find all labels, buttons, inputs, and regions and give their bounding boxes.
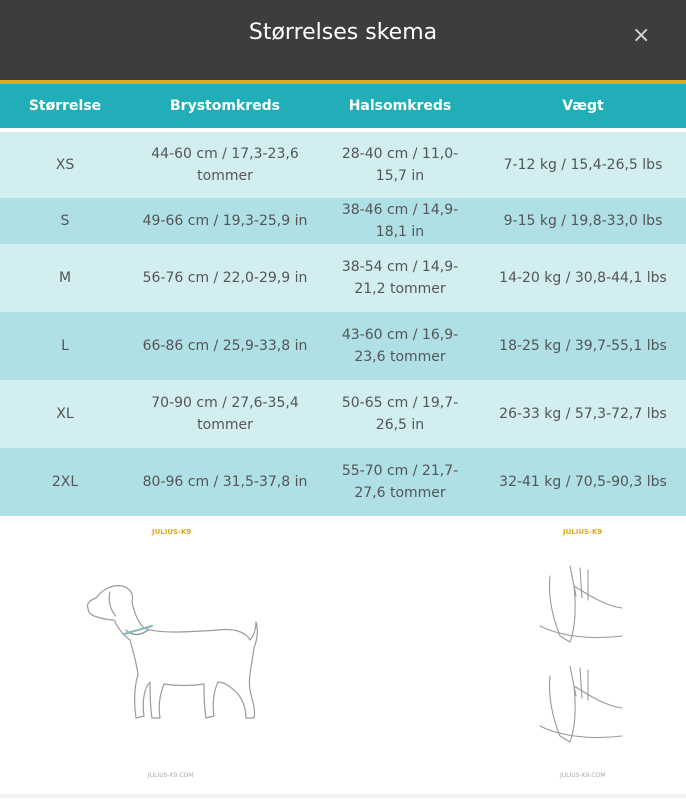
table-row — [0, 130, 686, 198]
table-row — [0, 198, 686, 244]
table-row — [0, 312, 686, 380]
dog-illustration — [78, 578, 268, 728]
cell-weight: 18-25 kg / 39,7-55,1 lbs — [499, 338, 667, 354]
header-neck: Halsomkreds — [348, 98, 452, 114]
cell-size: L — [61, 338, 69, 354]
cell-neck: 38-54 cm / 14,9-21,2 tommer — [341, 259, 459, 297]
cell-size: 2XL — [51, 474, 79, 490]
cell-weight: 9-15 kg / 19,8-33,0 lbs — [503, 213, 663, 229]
cell-neck: 38-46 cm / 14,9-18,1 in — [341, 202, 459, 240]
cell-size: M — [58, 270, 72, 286]
cell-weight: 26-33 kg / 57,3-72,7 lbs — [499, 406, 667, 422]
table-row — [0, 448, 686, 516]
cell-weight: 14-20 kg / 30,8-44,1 lbs — [499, 270, 667, 286]
brand-logo-right: JULIUS-K9 — [563, 528, 603, 536]
header-chest: Brystomkreds — [170, 98, 280, 114]
size-table — [0, 84, 686, 516]
cell-chest: 66-86 cm / 25,9-33,8 in — [142, 338, 308, 354]
close-icon[interactable]: × — [632, 23, 651, 48]
cell-chest: 49-66 cm / 19,3-25,9 in — [142, 213, 308, 229]
cell-weight: 32-41 kg / 70,5-90,3 lbs — [499, 474, 667, 490]
cell-neck: 55-70 cm / 21,7-27,6 tommer — [341, 463, 459, 501]
table-row — [0, 380, 686, 448]
cell-chest: 70-90 cm / 27,6-35,4 tommer — [151, 395, 299, 433]
cell-size: XL — [56, 406, 74, 422]
table-header-row — [0, 84, 686, 130]
cell-neck: 50-65 cm / 19,7-26,5 in — [341, 395, 459, 433]
table-row — [0, 244, 686, 312]
cell-weight: 7-12 kg / 15,4-26,5 lbs — [503, 157, 663, 173]
cell-chest: 56-76 cm / 22,0-29,9 in — [142, 270, 308, 286]
header-size: Størrelse — [28, 98, 102, 114]
modal-title: Størrelses skema — [248, 20, 438, 45]
measurement-illustrations — [0, 516, 686, 798]
header-weight: Vægt — [562, 98, 604, 114]
site-label-right: JULIUS-K9.COM — [560, 772, 606, 779]
site-label-left: JULIUS-K9.COM — [148, 772, 194, 779]
cell-chest: 44-60 cm / 17,3-23,6 tommer — [151, 146, 299, 184]
hand-measure-illustration — [530, 556, 630, 756]
cell-chest: 80-96 cm / 31,5-37,8 in — [142, 474, 308, 490]
modal-header — [0, 0, 686, 84]
cell-neck: 43-60 cm / 16,9-23,6 tommer — [341, 327, 459, 365]
cell-neck: 28-40 cm / 11,0-15,7 in — [341, 146, 459, 184]
cell-size: S — [60, 213, 70, 229]
modal-bottom-divider — [0, 794, 686, 798]
brand-logo-left: JULIUS-K9 — [152, 528, 192, 536]
cell-size: XS — [55, 157, 75, 173]
